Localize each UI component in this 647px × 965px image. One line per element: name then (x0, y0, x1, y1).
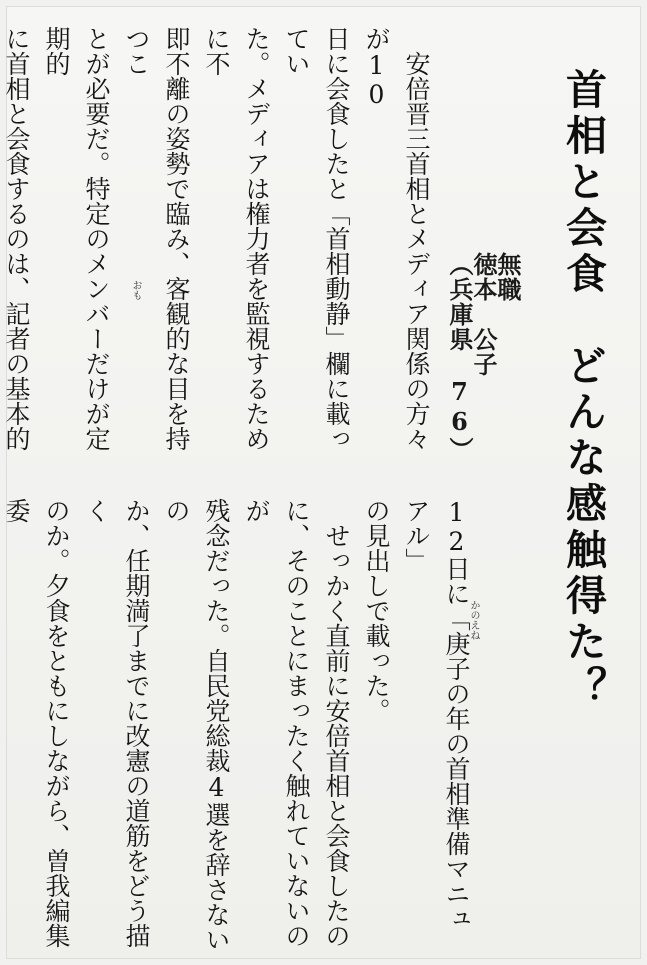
byline-location-age: （兵庫県 76） (445, 252, 474, 462)
ruby-kanoe: かのえね (468, 600, 479, 640)
article-body-lower: 12日に「庚子の年の首相準備マニュアル」 の見出しで載った。 せっかく直前に安倍首相と会食したの に、そのことにまったく触れていないのが 残念だった。自民党総裁4選を辞さないの か、任期満了までに改憲の道筋をどう描く のか。夕食をともにしながら、曽我編集委 (2, 498, 471, 952)
byline-occupation: 無職 (493, 252, 522, 302)
newspaper-clipping (2, 6, 641, 959)
article-body-upper: 安倍晋三首相とメディア関係の方々が10 日に会食したと「首相動静」欄に載ってい た。メディアは権力者を監視するために不 即不離の姿勢で臨み、客観的な目を持つこ とが必要だ。特定のメンバーだけが定期的 に首相と会食するのは、記者の基本的 (2, 26, 431, 451)
byline (445, 252, 522, 462)
ruby-omo: おも (130, 280, 141, 300)
byline-name: 徳本 公子 (469, 252, 498, 377)
article-headline: 首相と会食 どんな感触得た？ (559, 68, 607, 712)
